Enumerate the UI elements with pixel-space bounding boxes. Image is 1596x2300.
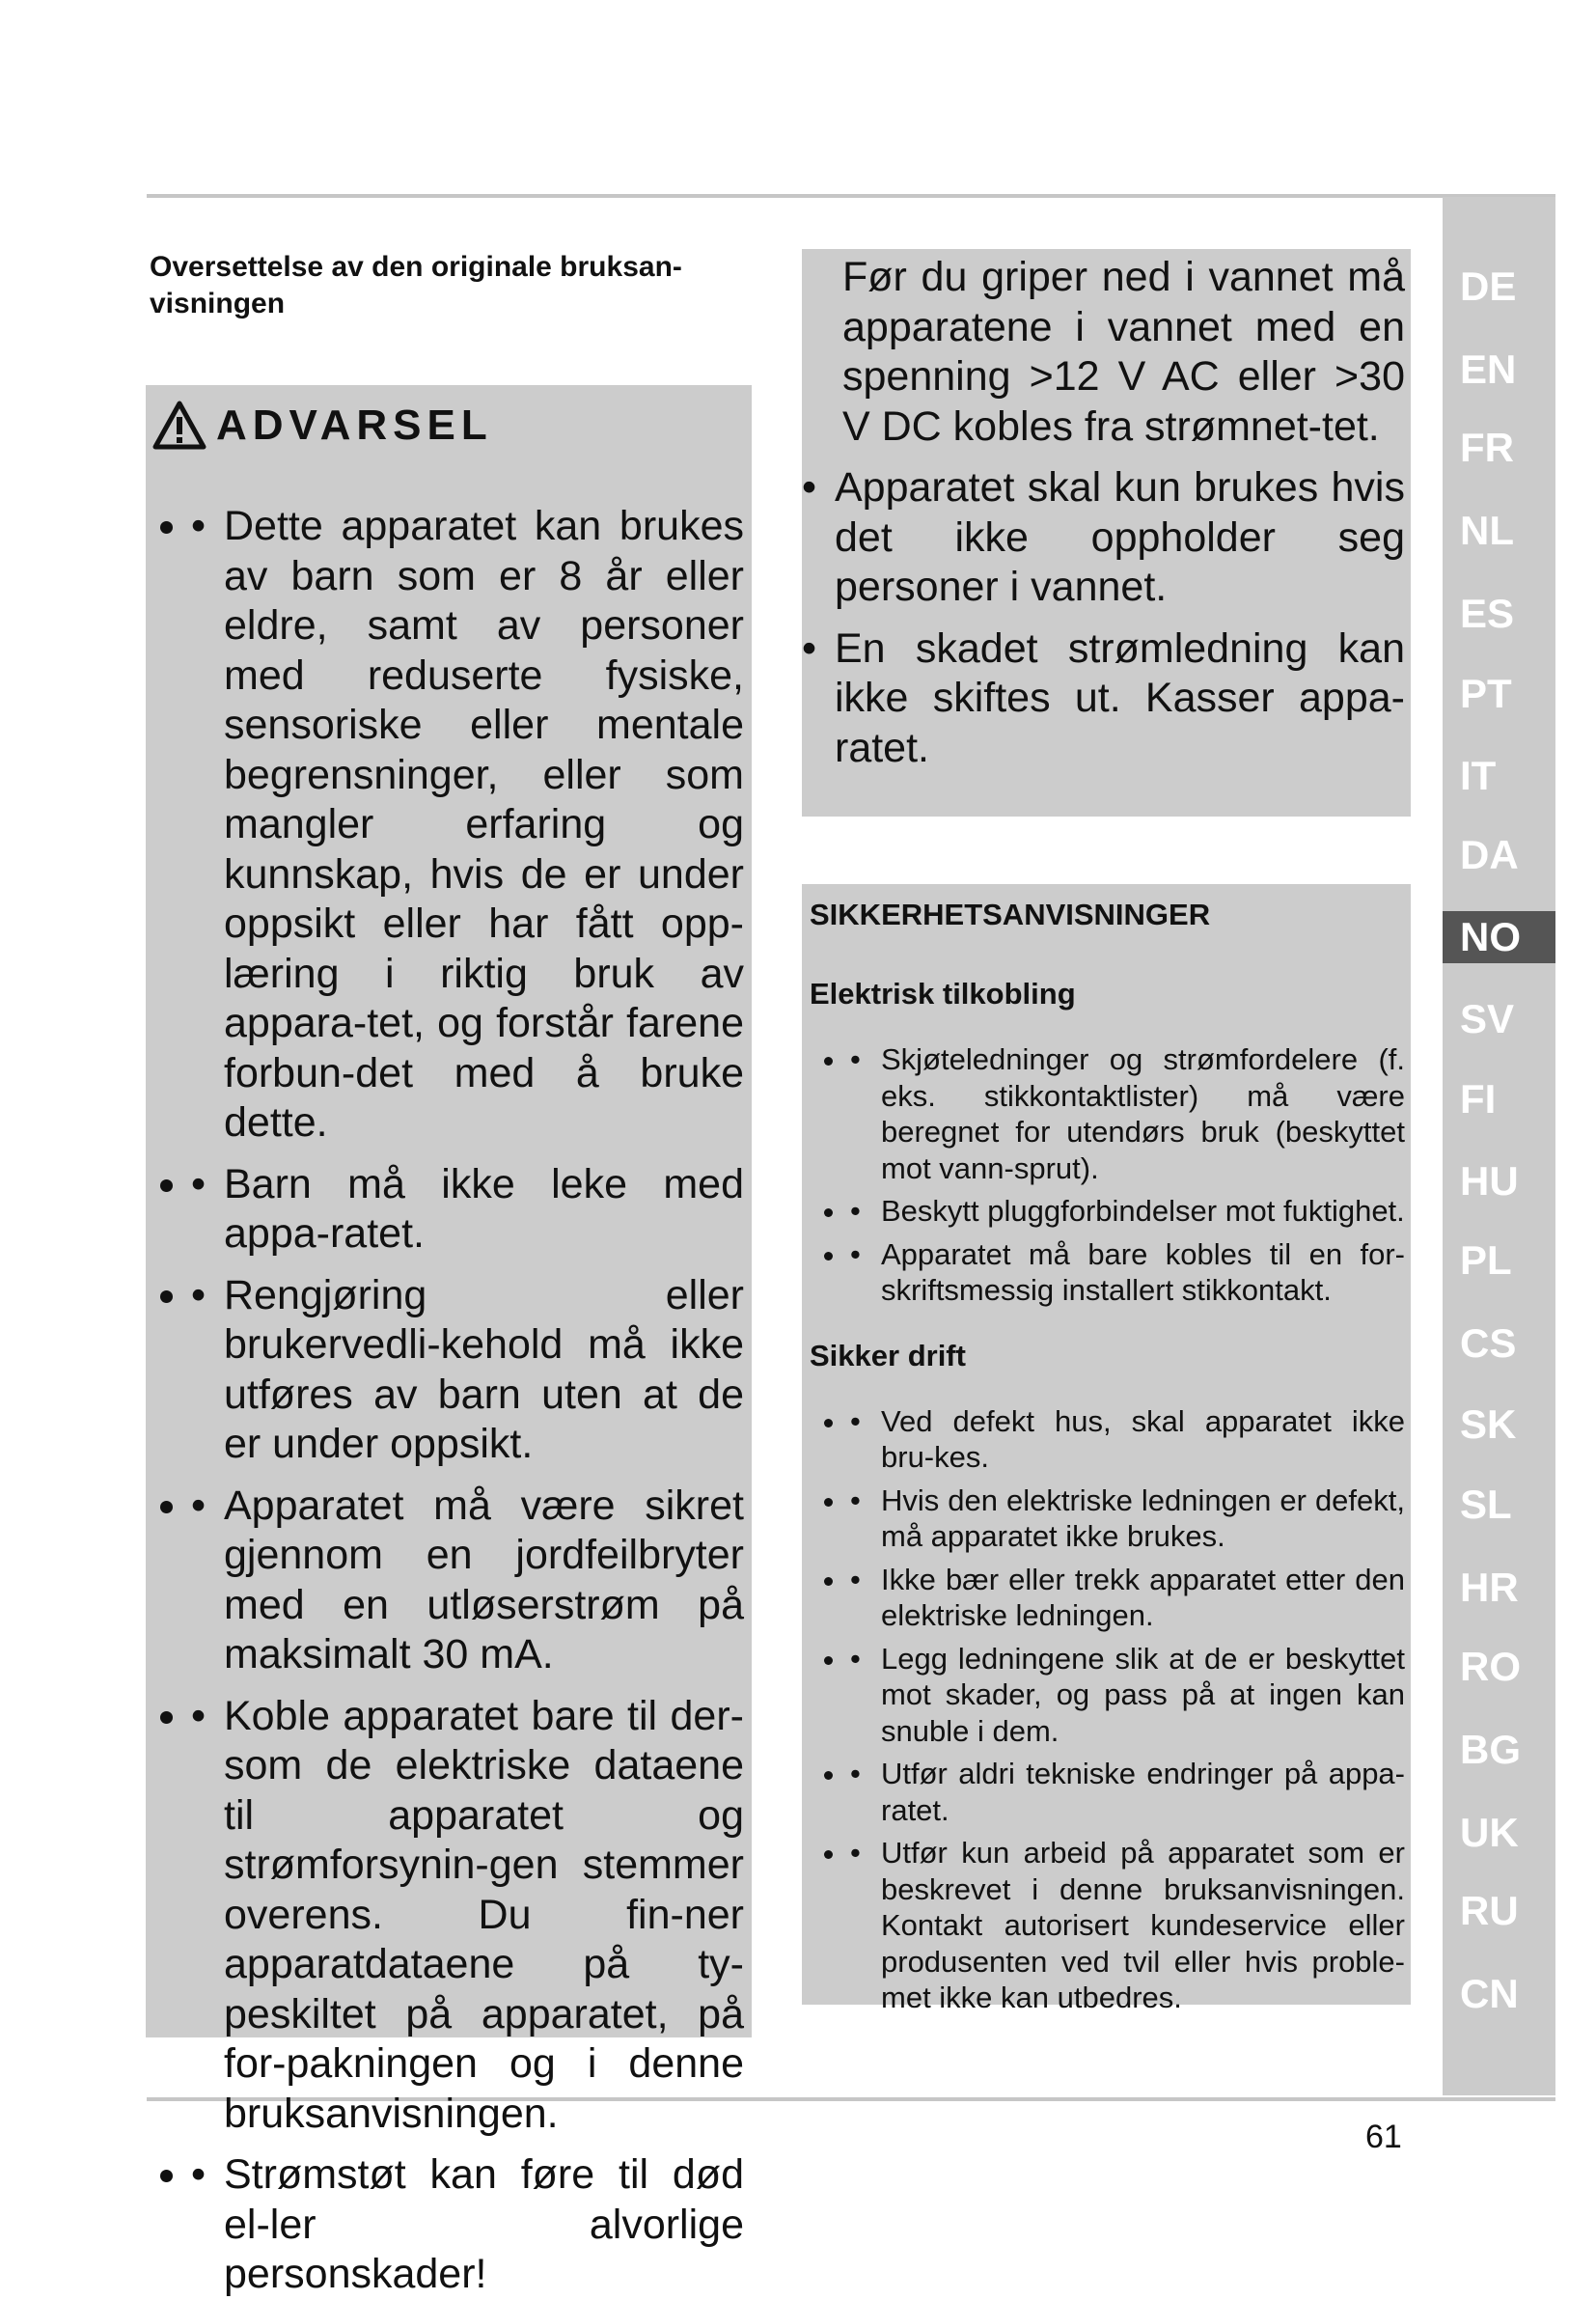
lang-tab-no[interactable]: NO — [1443, 911, 1555, 963]
warning-heading: ADVARSEL — [216, 402, 493, 449]
list-item: • • Hvis den elektriske ledningen er defekt, må apparatet ikke brukes. — [848, 1483, 1405, 1555]
lang-tab-ro[interactable]: RO — [1460, 1644, 1521, 1689]
warning-item: • • Rengjøring eller brukervedli-kehold må ikke utføres av barn uten at de er under oppsikt. — [191, 1271, 744, 1470]
warning-continuation-list — [835, 463, 1405, 773]
warning-box — [146, 385, 752, 2297]
warning-item: • En skadet strømledning kan ikke skiftes ut. Kasser appa-ratet. — [802, 624, 1405, 774]
list-item: • • Beskytt pluggforbindelser mot fuktighet. — [848, 1193, 1405, 1230]
operation-list — [810, 1403, 1405, 2016]
warning-item: • • Strømstøt kan føre til død el-ler alvorlige personskader! — [191, 2150, 744, 2300]
safety-instructions-box — [802, 884, 1411, 2014]
lang-tab-fr[interactable]: FR — [1460, 425, 1514, 470]
warning-item: • • Barn må ikke leke med appa-ratet. — [191, 1160, 744, 1260]
lang-tab-it[interactable]: IT — [1460, 753, 1497, 798]
lang-tab-pt[interactable]: PT — [1460, 671, 1512, 716]
warning-item: • • Dette apparatet kan brukes av barn som er 8 år eller eldre, samt av personer med reduserte fysiske, sensoriske eller mentale begrensninger, eller som mangler erfaring og kunnskap, hvis de er under oppsikt eller har fått opp-læring i riktig bruk av appara-tet, og forstår farene forbun-det med å bruke dette. — [191, 502, 744, 1149]
lang-tab-es[interactable]: ES — [1460, 591, 1515, 636]
operation-heading: Sikker drift — [810, 1338, 966, 1372]
lang-tab-da[interactable]: DA — [1460, 832, 1519, 877]
warning-list — [152, 502, 744, 2300]
lang-tab-nl[interactable]: NL — [1460, 508, 1514, 553]
top-rule — [147, 194, 1555, 198]
lang-tab-hu[interactable]: HU — [1460, 1158, 1519, 1204]
lang-tab-sk[interactable]: SK — [1460, 1401, 1517, 1447]
lang-tab-pl[interactable]: PL — [1460, 1237, 1512, 1283]
lang-tab-hr[interactable]: HR — [1460, 1565, 1519, 1610]
list-item: • • Utfør aldri tekniske endringer på appa-ratet. — [848, 1756, 1405, 1828]
warning-triangle-icon — [152, 401, 206, 451]
page-number: 61 — [1365, 2119, 1402, 2155]
list-item: • • Apparatet må bare kobles til en for-skriftsmessig installert stikkontakt. — [848, 1236, 1405, 1309]
warning-item: • Apparatet skal kun brukes hvis det ikke oppholder seg personer i vannet. — [802, 463, 1405, 613]
lang-tab-cs[interactable]: CS — [1460, 1320, 1517, 1366]
warning-header — [152, 391, 744, 460]
electrical-list — [810, 1041, 1405, 1309]
warning-item: • • Koble apparatet bare til der-som de elektriske dataene til apparatet og strømforsynin-gen stemmer overens. Du fin-ner apparatdataene på ty-peskiltet på apparatet, på for-pakningen og i denne bruksanvisningen. — [191, 1692, 744, 2140]
list-item: • • Skjøteledninger og strømfordelere (f. eks. stikkontaktlister) må være beregnet for utendørs bruk (beskyttet mot vann-sprut). — [848, 1041, 1405, 1186]
lang-tab-en[interactable]: EN — [1460, 346, 1517, 392]
list-item: • • Legg ledningene slik at de er beskyttet mot skader, og pass på at ingen kan snuble i dem. — [848, 1641, 1405, 1750]
lang-tab-uk[interactable]: UK — [1460, 1810, 1519, 1855]
safety-heading: SIKKERHETSANVISNINGER — [810, 898, 1211, 931]
list-item: • • Ved defekt hus, skal apparatet ikke bru-kes. — [848, 1403, 1405, 1476]
warning-continuation-text: Før du griper ned i vannet må apparatene i vannet med en spenning >12 V AC eller >30 V DC kobles fra strømnet-tet. — [842, 254, 1405, 450]
lang-tab-fi[interactable]: FI — [1460, 1076, 1497, 1122]
list-item: • • Ikke bær eller trekk apparatet etter den elektriske ledningen. — [848, 1562, 1405, 1634]
warning-continuation-box — [802, 249, 1411, 817]
lang-tab-ru[interactable]: RU — [1460, 1888, 1519, 1933]
lang-tab-cn[interactable]: CN — [1460, 1971, 1519, 2016]
lang-tab-de[interactable]: DE — [1460, 263, 1517, 309]
list-item: • • Utfør kun arbeid på apparatet som er beskrevet i denne bruksanvisningen. Kontakt autorisert kundeservice eller produsenten ved tvil eller hvis proble-met ikke kan utbedres. — [848, 1835, 1405, 2016]
warning-item: • • Apparatet må være sikret gjennom en jordfeilbryter med en utløserstrøm på maksimalt 30 mA. — [191, 1482, 744, 1680]
electrical-heading: Elektrisk tilkobling — [810, 977, 1076, 1011]
lang-tab-bg[interactable]: BG — [1460, 1727, 1521, 1772]
lang-tab-sv[interactable]: SV — [1460, 996, 1515, 1041]
lang-tab-sl[interactable]: SL — [1460, 1482, 1512, 1527]
document-title: Oversettelse av den originale bruksan-visningen — [150, 251, 682, 319]
